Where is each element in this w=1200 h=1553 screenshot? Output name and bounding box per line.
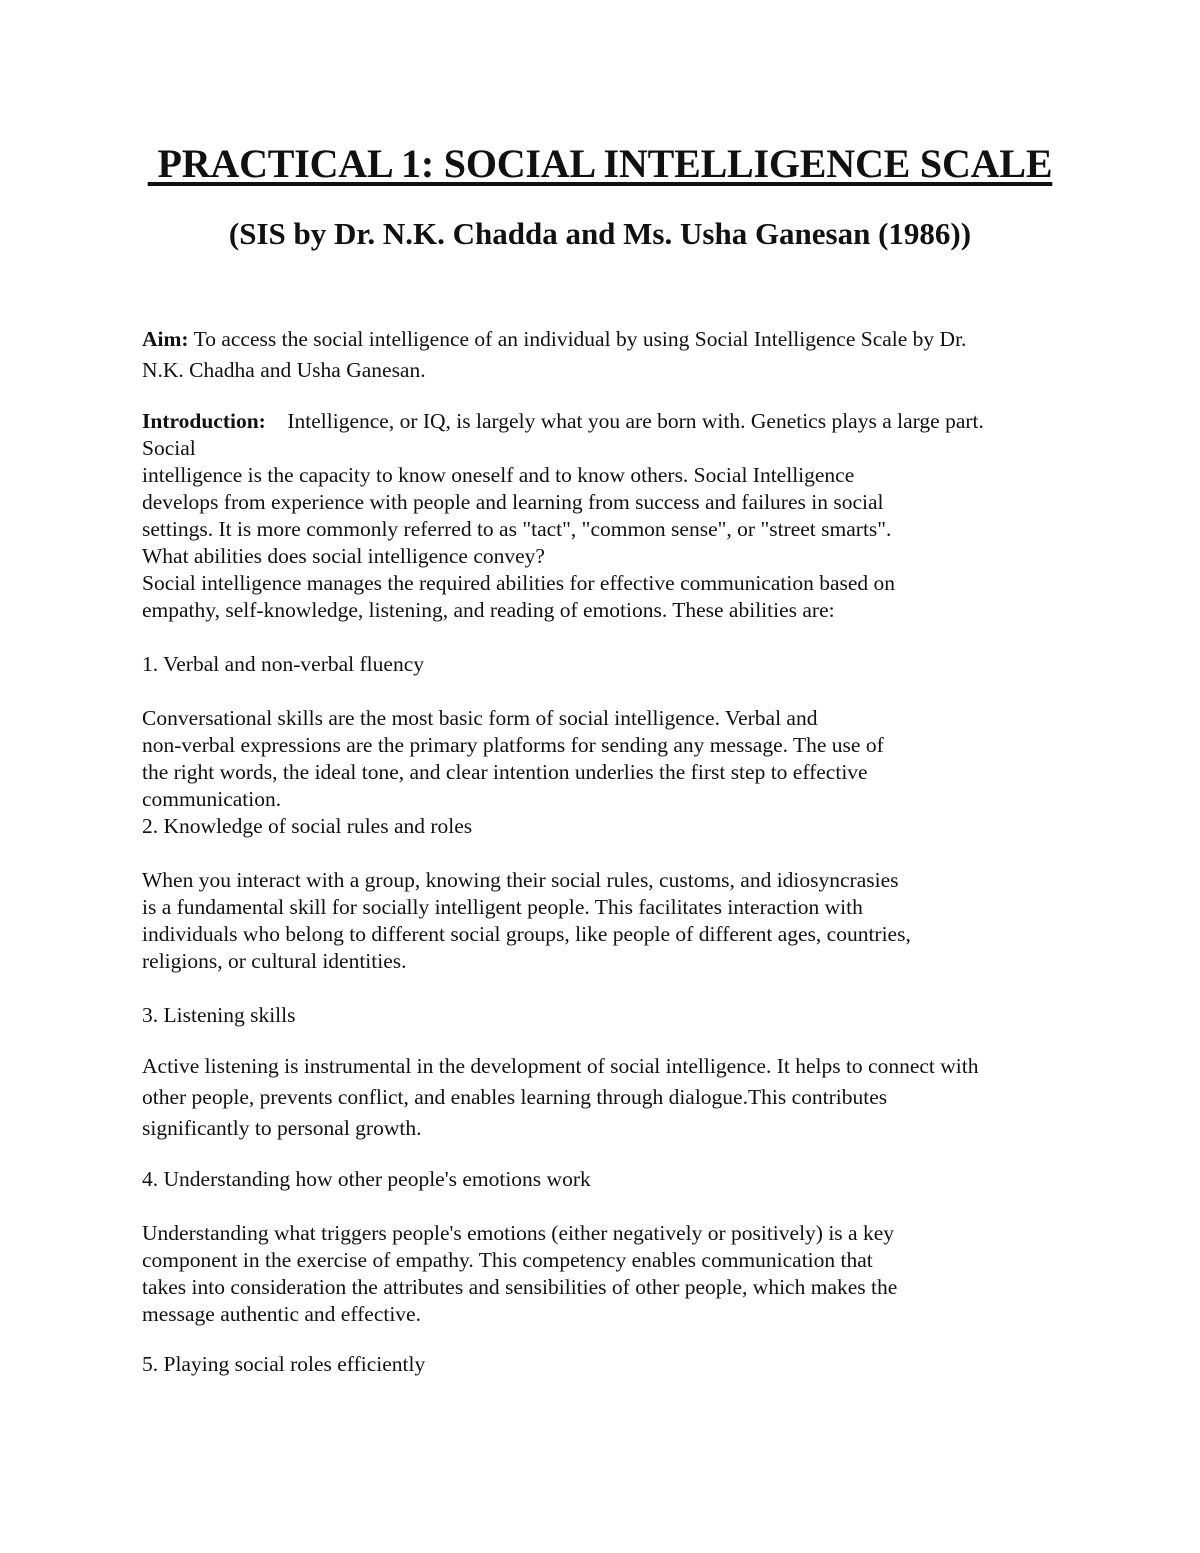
item4-heading: 4. Understanding how other people's emotions work [142, 1167, 591, 1191]
intro-text: Intelligence, or IQ, is largely what you are born with. Genetics plays a large part. [265, 409, 984, 433]
item1-heading: 1. Verbal and non-verbal fluency [142, 652, 424, 676]
aim-line-2: N.K. Chadha and Usha Ganesan. [142, 358, 426, 382]
aim-line [142, 326, 966, 352]
item4-line-3: takes into consideration the attributes and sensibilities of other people, which makes the [142, 1275, 898, 1299]
intro-line-7: Social intelligence manages the required abilities for effective communication based on [142, 571, 896, 595]
intro-label: Introduction: [142, 409, 266, 433]
page-subtitle: (SIS by Dr. N.K. Chadda and Ms. Usha Ganesan (1986)) [228, 216, 972, 251]
item4-line-2: component in the exercise of empathy. This competency enables communication that [142, 1248, 873, 1272]
page-title: PRACTICAL 1: SOCIAL INTELLIGENCE SCALE [147, 141, 1053, 186]
item2-line-2: is a fundamental skill for socially intelligent people. This facilitates interaction with [142, 895, 863, 919]
aim-label: Aim: [142, 327, 189, 351]
item1-line-1: Conversational skills are the most basic form of social intelligence. Verbal and [142, 706, 818, 730]
intro-line [142, 408, 984, 434]
item5-heading: 5. Playing social roles efficiently [142, 1352, 426, 1376]
item3-line-3: significantly to personal growth. [142, 1116, 422, 1140]
item1-line-4: communication. [142, 787, 282, 811]
intro-line-8: empathy, self-knowledge, listening, and reading of emotions. These abilities are: [142, 598, 835, 622]
intro-line-6: What abilities does social intelligence convey? [142, 544, 545, 568]
item4-line-1: Understanding what triggers people's emotions (either negatively or positively) is a key [142, 1221, 895, 1245]
item2-line-1: When you interact with a group, knowing their social rules, customs, and idiosyncrasies [142, 868, 899, 892]
item3-line-1: Active listening is instrumental in the development of social intelligence. It helps to connect with [142, 1054, 979, 1078]
item1-line-3: the right words, the ideal tone, and clear intention underlies the first step to effective [142, 760, 868, 784]
item1-line-2: non-verbal expressions are the primary platforms for sending any message. The use of [142, 733, 884, 757]
item4-line-4: message authentic and effective. [142, 1302, 421, 1326]
item2-heading: 2. Knowledge of social rules and roles [142, 814, 473, 838]
item3-line-2: other people, prevents conflict, and enables learning through dialogue.This contributes [142, 1085, 888, 1109]
item3-heading: 3. Listening skills [142, 1003, 296, 1027]
intro-line-4: develops from experience with people and learning from success and failures in social [142, 490, 884, 514]
item2-line-3: individuals who belong to different social groups, like people of different ages, countries, [142, 922, 911, 946]
intro-line-3: intelligence is the capacity to know oneself and to know others. Social Intelligence [142, 463, 855, 487]
item2-line-4: religions, or cultural identities. [142, 949, 407, 973]
intro-line-5: settings. It is more commonly referred to as "tact", "common sense", or "street smarts". [142, 517, 892, 541]
aim-text: To access the social intelligence of an individual by using Social Intelligence Scale by Dr. [188, 327, 967, 351]
intro-line-2: Social [142, 436, 196, 460]
